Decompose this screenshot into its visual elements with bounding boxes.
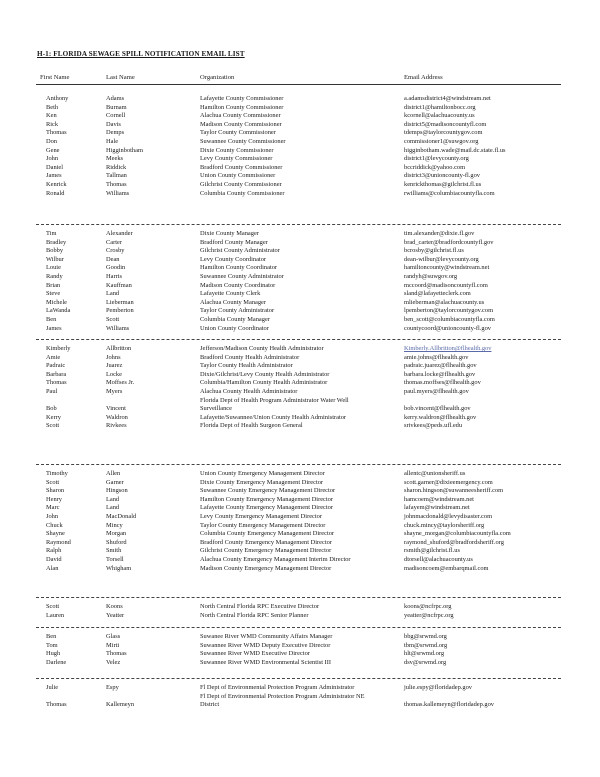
group-divider [36,627,561,628]
email-cell: mccoord@madisoncountyfl.com [404,281,488,289]
organization-cell: Union County Emergency Management Director [200,470,325,477]
table-row [36,95,566,104]
table-row [36,371,566,380]
first-name-cell: Thomas [46,129,67,137]
table-row [36,230,566,239]
contact-group [36,470,566,573]
table-row [36,388,566,397]
table-row [36,612,566,621]
organization-cell: Suwannee County Commissioner [200,137,286,145]
table-row [36,172,566,181]
table-row [36,316,566,325]
organization-cell: Madison County Coordinator [200,281,276,289]
table-row [36,362,566,371]
last-name-cell: Williams [106,324,130,332]
email-cell: district1@hamiltonbocc.org [404,103,476,111]
first-name-cell: Chuck [46,521,63,529]
organization-cell: Suwanee River WMD Community Affairs Manager [200,633,333,640]
first-name-cell: Thomas [46,379,67,387]
first-name-cell: Henry [46,495,62,503]
email-cell: higginbotham.wade@mail.dc.state.fl.us [404,146,506,154]
organization-cell: Lafayette County Emergency Management Director [200,504,333,512]
first-name-cell: Ben [46,633,57,640]
table-row [36,273,566,282]
table-row [36,290,566,299]
organization-cell: Columbia County Commissioner [200,189,285,197]
last-name-cell: Land [106,290,120,298]
table-row [36,513,566,522]
last-name-cell: Myers [106,387,123,395]
organization-cell: Alachua County Commissioner [200,112,281,120]
table-row [36,299,566,308]
first-name-cell: Kerry [46,413,61,421]
first-name-cell: Amie [46,353,61,361]
first-name-cell: Ralph [46,547,62,555]
last-name-cell: Higginbotham [106,146,143,154]
last-name-cell: Crosby [106,247,125,255]
last-name-cell: Juarez [106,362,123,370]
first-name-cell: Timothy [46,470,68,477]
header-rule [36,84,561,85]
email-cell: thomas.moffses@flhealth.gov [404,379,481,387]
last-name-cell: Moffses Jr. [106,379,135,387]
email-cell: bccriddick@yahoo.com [404,163,466,171]
first-name-cell: Beth [46,103,59,111]
group-divider [36,224,561,225]
table-row [36,487,566,496]
column-header-organization: Organization [200,74,235,81]
table-row [36,642,566,651]
last-name-cell: Davis [106,120,121,128]
email-cell: district3@unioncounty-fl.gov [404,172,480,180]
last-name-cell: Goodin [106,264,126,272]
organization-cell: Columbia County Manager [200,315,270,323]
email-cell: kenrickthomas@gilchrist.fl.us [404,180,482,188]
first-name-cell: Barbara [46,370,67,378]
table-row [36,504,566,513]
organization-cell: Suwannee River WMD Environmental Scientist III [200,658,332,666]
email-cell: yeatter@ncfrpc.org [404,611,454,619]
organization-cell: Gilchrist County Commissioner [200,180,282,188]
email-cell: bbg@srwmd.org [404,633,447,640]
email-cell: brad_carter@bradfordcountyfl.gov [404,238,494,246]
email-cell: paul.myers@flhealth.gov [404,387,469,395]
last-name-cell: Tallman [106,172,127,180]
email-cell: tim.alexander@dixie.fl.gov [404,230,475,237]
email-cell: bob.vincent@flhealth.gov [404,405,471,413]
last-name-cell: Espy [106,684,119,691]
email-cell: koons@ncfrpc.org [404,603,452,610]
organization-cell: Levy County Commissioner [200,155,273,163]
first-name-cell: Ben [46,315,57,323]
group-divider [36,678,561,679]
organization-cell: Alachua County Manager [200,298,267,306]
table-row [36,264,566,273]
email-cell: julie.espy@floridadep.gov [404,684,473,691]
last-name-cell: Vincent [106,405,126,413]
table-row [36,470,566,479]
last-name-cell: Williams [106,189,130,197]
column-header-last-name: Last Name [106,74,135,81]
organization-cell: Suwannee County Administrator [200,272,284,280]
contact-group [36,345,566,431]
email-cell: barbara.locke@flhealth.gov [404,370,476,378]
organization-cell: Taylor County Administrator [200,307,275,315]
email-cell: lafayem@windstream.net [404,504,470,512]
first-name-cell: Raymond [46,538,71,546]
table-row [36,565,566,574]
first-name-cell: Bradley [46,238,67,246]
table-row [36,104,566,113]
table-row [36,650,566,659]
email-cell: district1@levycounty.org [404,155,469,163]
email-cell: scott.garner@dixieemergency.com [404,478,493,486]
last-name-cell: Burnam [106,103,127,111]
email-cell: randyh@suwgov.org [404,272,458,280]
table-row [36,354,566,363]
table-row [36,422,566,431]
organization-cell: Madison County Emergency Management Director [200,564,332,572]
first-name-cell: Sharon [46,487,65,495]
contact-group [36,633,566,667]
table-row [36,379,566,388]
email-cell: sharon.hingson@suwanneesheriff.com [404,487,504,495]
organization-cell: Florida Dept of Health Surgeon General [200,422,303,430]
first-name-cell: Scott [46,603,60,610]
table-row [36,164,566,173]
last-name-cell: Kallemeyn [106,701,135,709]
table-row [36,633,566,642]
table-row [36,539,566,548]
last-name-cell: Meeks [106,155,124,163]
last-name-cell: Smith [106,547,122,555]
email-cell: thomas.kallemeyn@floridadep.gov [404,701,495,709]
email-link[interactable]: Kimberly.Allbritton@flhealth.gov [404,345,492,352]
last-name-cell: Adams [106,95,125,102]
email-cell: kcornell@alachuacounty.us [404,112,475,120]
first-name-cell: Julie [46,684,59,691]
email-cell: hamiltoncounty@windstream.net [404,264,490,272]
table-row [36,530,566,539]
email-cell: allentc@unionsheriff.us [404,470,466,477]
last-name-cell: Pemberton [106,307,134,315]
email-cell: chuck.mincy@taylorsheriff.org [404,521,485,529]
organization-cell: Hamilton County Coordinator [200,264,278,272]
email-cell: rwilliams@columbiacountyfla.com [404,189,495,197]
first-name-cell: Paul [46,387,58,395]
organization-cell: Alachua County Emergency Management Interim Director [200,555,351,563]
organization-cell: Levy County Coordinator [200,255,267,263]
group-divider [36,464,561,465]
last-name-cell: Koons [106,603,123,610]
contact-group [36,603,566,620]
email-cell: shayne_morgan@columbiacountyfla.com [404,530,511,538]
table-row [36,693,566,710]
organization-cell: Bradford County Manager [200,238,268,246]
table-row [36,325,566,334]
last-name-cell: Land [106,495,120,503]
table-row [36,397,566,414]
table-row [36,256,566,265]
first-name-cell: Louie [46,264,61,272]
last-name-cell: Scott [106,315,120,323]
organization-cell: Hamilton County Commissioner [200,103,284,111]
last-name-cell: Thomas [106,180,127,188]
organization-cell: North Central Florida RPC Executive Director [200,603,320,610]
first-name-cell: Daniel [46,163,64,171]
table-row [36,556,566,565]
organization-cell: Bradford County Commissioner [200,163,283,171]
first-name-cell: Padraic [46,362,66,370]
organization-cell: Columbia/Hamilton County Health Administrator [200,379,328,387]
organization-cell: Gilchrist County Administrator [200,247,280,255]
column-header-email-address: Email Address [404,74,443,81]
first-name-cell: Wilbur [46,255,64,263]
organization-cell: Suwannee County Emergency Management Director [200,487,336,495]
last-name-cell: Allen [106,470,121,477]
table-row [36,414,566,423]
organization-cell [200,397,349,414]
organization-line: District [200,701,220,709]
last-name-cell: Carter [106,238,122,246]
last-name-cell: Dean [106,255,120,263]
last-name-cell: Garner [106,478,124,486]
first-name-cell: Ken [46,112,57,120]
last-name-cell: Mincy [106,521,123,529]
table-row [36,181,566,190]
email-cell: bcrosby@gilchrist.fl.us [404,247,464,255]
organization-cell: Union County Coordinator [200,324,269,332]
last-name-cell: Locke [106,370,122,378]
table-row [36,496,566,505]
first-name-cell: Shayne [46,530,65,538]
organization-cell: Columbia County Emergency Management Director [200,530,335,538]
table-row [36,247,566,256]
first-name-cell: John [46,155,59,163]
first-name-cell: Michele [46,298,67,306]
group-divider [36,597,561,598]
table-row [36,282,566,291]
email-cell: johnmacdonald@levydisaster.com [404,512,493,520]
first-name-cell: Anthony [46,95,69,102]
organization-cell: Taylor County Commissioner [200,129,276,137]
table-row [36,190,566,199]
email-cell: hlt@srwmd.org [404,650,445,658]
first-name-cell: Kenrick [46,180,67,188]
group-divider [36,339,561,340]
email-cell: rsmith@gilchrist.fl.us [404,547,460,555]
email-cell: commissioner1@suwgov.org [404,137,479,145]
table-row [36,522,566,531]
table-row [36,112,566,121]
organization-cell: Madison County Commissioner [200,120,282,128]
organization-cell: Gilchrist County Emergency Management Director [200,547,332,555]
last-name-cell: Torsell [106,555,124,563]
first-name-cell: Don [46,137,58,145]
last-name-cell: Kauffman [106,281,132,289]
first-name-cell: David [46,555,62,563]
last-name-cell: Cornell [106,112,126,120]
table-row [36,239,566,248]
last-name-cell: Glass [106,633,121,640]
organization-line: Florida Dept of Health Program Administrator Water Well [200,396,349,404]
column-header-first-name: First Name [40,74,70,81]
last-name-cell: Alexander [106,230,133,237]
contact-group [36,95,566,198]
table-row [36,345,566,354]
last-name-cell: Demps [106,129,125,137]
first-name-cell: Brian [46,281,61,289]
last-name-cell: Yeatter [106,611,125,619]
organization-cell: Bradford County Health Administrator [200,353,300,361]
first-name-cell: Scott [46,478,60,486]
last-name-cell: Allbritton [106,345,132,352]
organization-cell: Taylor County Health Administrator [200,362,293,370]
last-name-cell: Hingson [106,487,128,495]
table-row [36,307,566,316]
last-name-cell: Whigham [106,564,132,572]
first-name-cell: Bobby [46,247,64,255]
first-name-cell: James [46,324,62,332]
first-name-cell: Alan [46,564,59,572]
first-name-cell: Steve [46,290,61,298]
contact-group [36,230,566,333]
organization-cell: Lafayette County Commissioner [200,95,284,102]
last-name-cell: Hale [106,137,119,145]
table-row [36,659,566,668]
contact-group [36,684,566,710]
organization-cell: Dixie/Gilchrist/Levy County Health Administrator [200,370,330,378]
organization-cell: Alachua County Health Administrator [200,387,298,395]
document-title: H-1: FLORIDA SEWAGE SPILL NOTIFICATION EMAIL LIST [37,50,245,58]
email-cell: dean-wilbur@levycounty.org [404,255,479,263]
last-name-cell: Shuford [106,538,127,546]
first-name-cell: Randy [46,272,63,280]
organization-cell: Union County Commissioner [200,172,276,180]
last-name-cell: Lieberman [106,298,134,306]
first-name-cell: Bob [46,405,57,413]
email-cell: kerry.waldron@flhealth.gov [404,413,477,421]
email-cell: sland@lafayetteclerk.com [404,290,471,298]
email-cell: raymond_shuford@bradfordsheriff.org [404,538,504,546]
last-name-cell: Riddick [106,163,127,171]
organization-cell [200,693,365,710]
table-row [36,147,566,156]
organization-cell: Hamilton County Emergency Management Director [200,495,333,503]
organization-cell: North Central Florida RPC Senior Planner [200,611,309,619]
organization-cell: Jefferson/Madison County Health Administrator [200,345,324,352]
email-cell: padraic.juarez@flhealth.gov [404,362,477,370]
email-cell: dsv@srwmd.org [404,658,447,666]
organization-cell: Suwannee River WMD Deputy Executive Director [200,641,331,649]
organization-line: Surveillance [200,405,232,413]
table-row [36,129,566,138]
organization-cell: Fl Dept of Environmental Protection Program Administrator [200,684,355,691]
table-row [36,547,566,556]
email-cell: madisoncoem@embarqmail.com [404,564,489,572]
table-row [36,479,566,488]
email-cell: mlieberman@alachuacounty.us [404,298,485,306]
email-cell: a.adamsdistrict4@windstream.net [404,95,491,102]
last-name-cell: Waldron [106,413,128,421]
last-name-cell: Velez [106,658,121,666]
table-row [36,138,566,147]
first-name-cell: LaWanda [46,307,71,315]
last-name-cell: Johns [106,353,121,361]
organization-cell: Lafayette County Clerk [200,290,261,298]
organization-cell: Taylor County Emergency Management Director [200,521,326,529]
email-cell: lpemberton@taylorcountygov.com [404,307,494,315]
email-cell: tdemps@taylorcountygov.com [404,129,483,137]
organization-cell: Dixie County Emergency Management Director [200,478,324,486]
first-name-cell: Thomas [46,701,67,709]
first-name-cell: Kimberly [46,345,71,352]
email-cell: hamcoem@windstream.net [404,495,474,503]
first-name-cell: Tim [46,230,57,237]
first-name-cell: John [46,512,59,520]
first-name-cell: Ronald [46,189,65,197]
first-name-cell: Hugh [46,650,61,658]
first-name-cell: Scott [46,422,60,430]
email-cell: srivkees@peds.ufl.edu [404,422,463,430]
last-name-cell: MacDonald [106,512,137,520]
last-name-cell: Rivkees [106,422,127,430]
last-name-cell: Morgan [106,530,127,538]
organization-line: Fl Dept of Environmental Protection Program Administrator NE [200,692,365,700]
first-name-cell: Gene [46,146,60,154]
email-cell: dtorsell@alachuacounty.us [404,555,473,563]
table-row [36,603,566,612]
email-cell: tbm@srwmd.org [404,641,448,649]
table-row [36,684,566,693]
table-row [36,155,566,164]
organization-cell: Bradford County Emergency Management Director [200,538,332,546]
table-row [36,121,566,130]
organization-cell: Suwannee River WMD Executive Director [200,650,310,658]
organization-cell: Dixie County Manager [200,230,259,237]
first-name-cell: Rick [46,120,59,128]
first-name-cell: Darlene [46,658,67,666]
first-name-cell: Marc [46,504,60,512]
last-name-cell: Land [106,504,120,512]
email-cell: district5@madisoncountyfl.com [404,120,487,128]
last-name-cell: Harris [106,272,122,280]
first-name-cell: Lauren [46,611,65,619]
organization-cell: Dixie County Commissioner [200,146,274,154]
last-name-cell: Mirti [106,641,120,649]
last-name-cell: Thomas [106,650,127,658]
first-name-cell: James [46,172,62,180]
organization-cell: Levy County Emergency Management Director [200,512,322,520]
organization-cell: Lafayette/Suwannee/Union County Health Administrator [200,413,347,421]
email-cell: countycoord@unioncounty-fl.gov [404,324,491,332]
email-cell: amie.johns@flhealth.gov [404,353,469,361]
first-name-cell: Tom [46,641,58,649]
email-cell: ben_scott@columbiacountyfla.com [404,315,495,323]
